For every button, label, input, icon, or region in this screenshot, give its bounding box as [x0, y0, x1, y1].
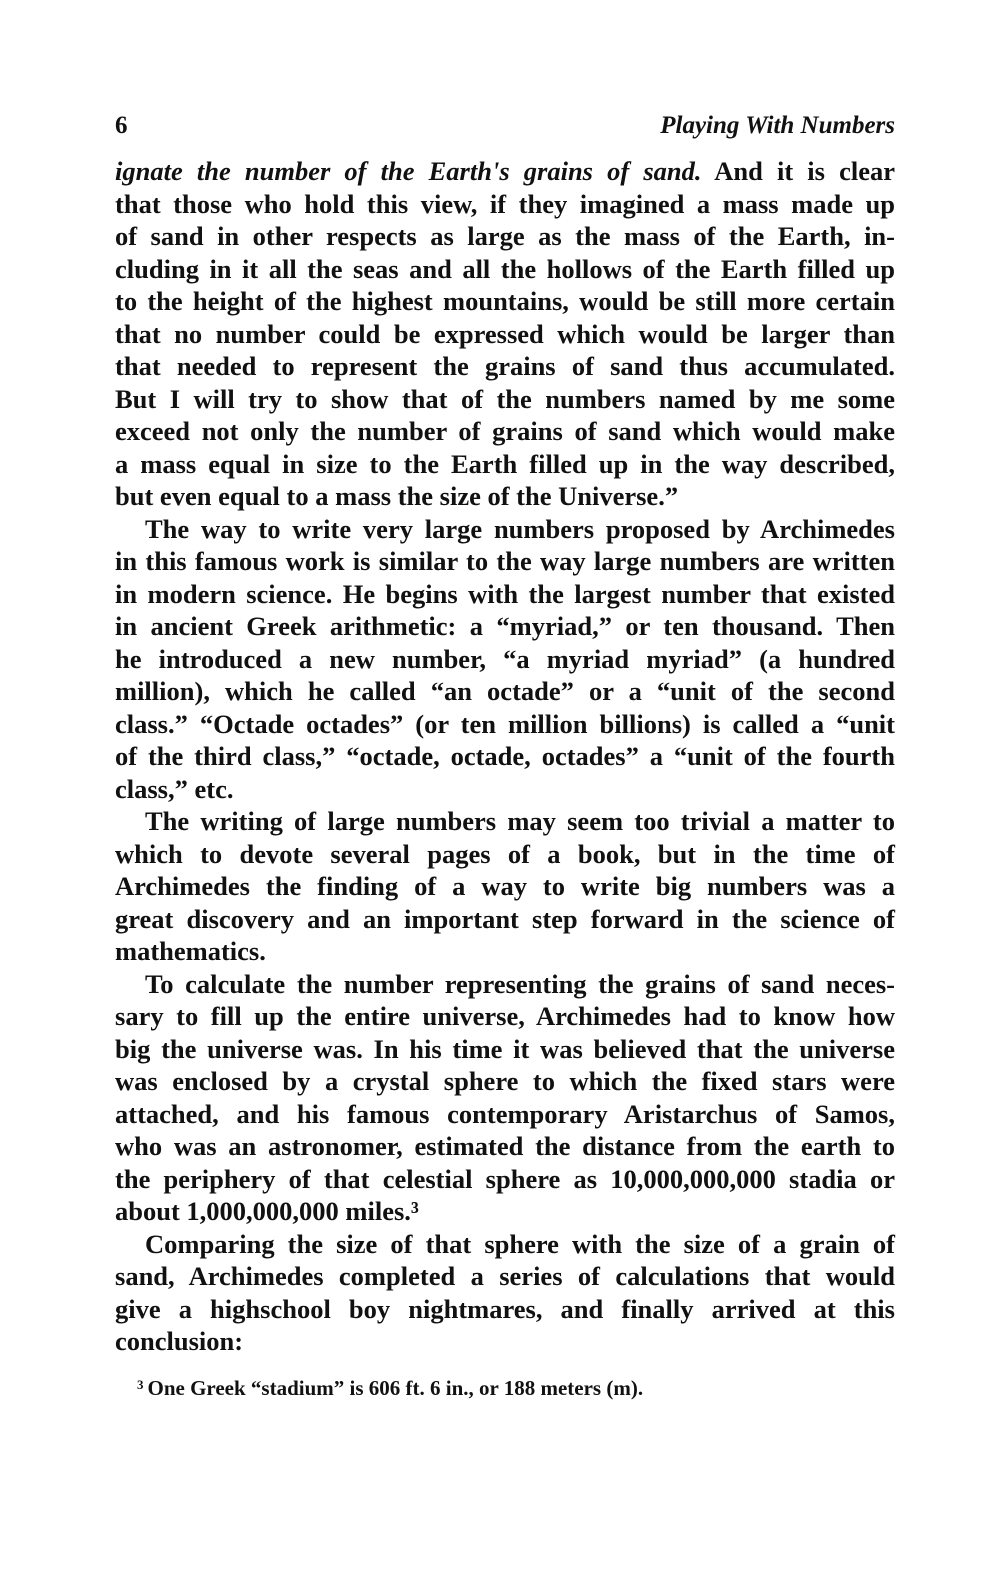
text-line: conclusion: [115, 1326, 244, 1356]
text-line: Archimedes the finding of a way to write big numbers was a [115, 871, 895, 901]
text-line: exceed not only the number of grains of sand which would make [115, 416, 895, 446]
paragraph [115, 805, 895, 968]
paragraph [115, 1228, 895, 1358]
page-number: 6 [115, 112, 128, 139]
paragraph [115, 968, 895, 1228]
text-line: great discovery and an important step forward in the science of [115, 903, 895, 934]
text-line: ignate the number of the Earth's grains of sand. And it is clear [115, 156, 895, 186]
text-line: he introduced a new number, “a myriad myriad” (a hundred [115, 643, 895, 674]
text-line: to the height of the highest mountains, would be still more certain [115, 286, 895, 316]
running-title: Playing With Numbers [660, 112, 895, 139]
text-line: sary to fill up the entire universe, Archimedes had to know how [115, 1001, 895, 1031]
page-header [115, 112, 895, 146]
text-line: but even equal to a mass the size of the Universe.” [115, 481, 679, 511]
text-line: class.” “Octade octades” (or ten million billions) is called a “unit [115, 708, 895, 739]
text-line: who was an astronomer, estimated the distance from the earth to [115, 1131, 895, 1161]
footnote [137, 1376, 643, 1401]
text-line: The writing of large numbers may seem too trivial a matter to [145, 806, 895, 836]
text-line: Comparing the size of that sphere with the size of a grain of [145, 1228, 895, 1259]
text-line: a mass equal in size to the Earth filled up in the way described, [115, 448, 895, 479]
text-line: in modern science. He begins with the largest number that existed [115, 578, 895, 609]
body-text [115, 155, 895, 1358]
text-line: of sand in other respects as large as the mass of the Earth, in- [115, 221, 895, 251]
text-line: about 1,000,000,000 miles.³ [115, 1196, 419, 1226]
paragraph [115, 513, 895, 806]
text-line: in ancient Greek arithmetic: a “myriad,” or ten thousand. Then [115, 611, 895, 641]
text-line: that needed to represent the grains of sand thus accumulated. [115, 351, 895, 381]
text-line: sand, Archimedes completed a series of calculations that would [115, 1261, 895, 1291]
paragraph [115, 155, 895, 513]
text-line: big the universe was. In his time it was believed that the universe [115, 1033, 895, 1064]
text-line: mathematics. [115, 936, 266, 966]
text-line: which to devote several pages of a book, but in the time of [115, 838, 895, 869]
text-line: give a highschool boy nightmares, and finally arrived at this [115, 1293, 895, 1324]
footnote-text: One Greek “stadium” is 606 ft. 6 in., or 188 meters (m). [147, 1376, 644, 1400]
text-line: The way to write very large numbers proposed by Archimedes [145, 513, 895, 544]
text-line: of the third class,” “octade, octade, octades” a “unit of the fourth [115, 741, 895, 771]
text-line: that those who hold this view, if they imagined a mass made up [115, 188, 895, 219]
footnote-marker: 3 [137, 1377, 144, 1392]
text-line: To calculate the number representing the grains of sand neces- [145, 968, 895, 999]
text-line: in this famous work is similar to the way large numbers are written [115, 546, 895, 576]
text-line: the periphery of that celestial sphere as 10,000,000,000 stadia or [115, 1163, 895, 1194]
text-line: was enclosed by a crystal sphere to which the fixed stars were [115, 1066, 895, 1096]
text-line: class,” etc. [115, 773, 234, 804]
text-line: attached, and his famous contemporary Aristarchus of Samos, [115, 1098, 895, 1129]
text-line: But I will try to show that of the numbers named by me some [115, 383, 895, 414]
text-line: cluding in it all the seas and all the hollows of the Earth filled up [115, 253, 895, 284]
text-line: million), which he called “an octade” or a “unit of the second [115, 676, 895, 706]
text-line: that no number could be expressed which would be larger than [115, 318, 895, 349]
